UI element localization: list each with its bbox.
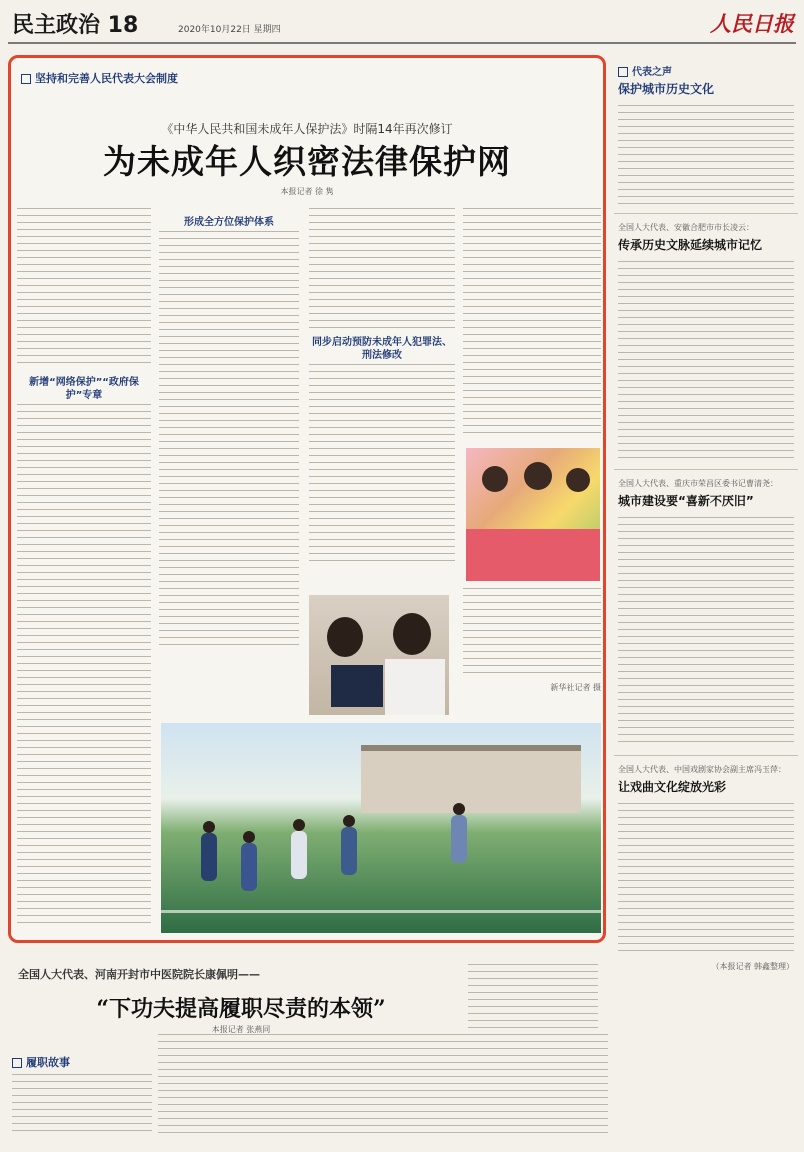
sidebar-title-1[interactable]: 保护城市历史文化 — [618, 82, 715, 96]
newspaper-logo: 人民日报 — [710, 11, 794, 36]
bottom-intro: 全国人大代表、河南开封市中医院院长康佩明—— — [18, 968, 260, 981]
section-marker-icon — [21, 74, 31, 84]
feature-byline: 本报记者 徐 隽 — [280, 187, 334, 196]
section-title: 民主政治 18 — [12, 13, 139, 38]
sidebar-title-3[interactable]: 城市建设要“喜新不厌旧” — [618, 494, 754, 508]
divider — [614, 755, 798, 756]
feature-column-third — [309, 208, 455, 564]
caption-credit: 新华社记者 摄 — [550, 683, 601, 692]
section-marker-icon — [12, 1058, 22, 1068]
masthead-rule — [8, 42, 796, 44]
section-marker-icon — [618, 67, 628, 77]
subhead-mid: 形成全方位保护体系 — [184, 217, 274, 228]
body-text — [463, 208, 601, 438]
body-text — [159, 231, 299, 651]
divider — [614, 469, 798, 470]
story-kicker-text: 履职故事 — [26, 1056, 70, 1069]
feature-article[interactable] — [8, 55, 606, 943]
issue-date: 2020年10月22日 星期四 — [178, 25, 281, 35]
sidebar-credit: （本报记者 韩鑫整理） — [711, 962, 794, 971]
sidebar-intro-3: 全国人大代表、重庆市荣昌区委书记曹清尧： — [618, 479, 778, 488]
feature-column-mid — [159, 208, 299, 651]
feature-column-left — [17, 208, 151, 924]
masthead — [0, 0, 804, 44]
subhead-right: 同步启动预防未成年人犯罪法、刑法修改 — [312, 337, 452, 361]
feature-subtitle: 《中华人民共和国未成年人保护法》时隔14年再次修订 — [161, 122, 453, 136]
schoolyard-play-photo — [161, 723, 601, 933]
caption-text — [463, 588, 601, 678]
subhead-left: 新增“网络保护”“政府保护”专章 — [29, 377, 139, 401]
body-text — [468, 964, 598, 1034]
body-text — [618, 105, 794, 205]
children-saluting-photo — [466, 448, 600, 581]
body-text — [309, 364, 455, 564]
body-text — [12, 1074, 152, 1134]
sidebar-title-2[interactable]: 传承历史文脉延续城市记忆 — [618, 238, 763, 252]
feature-headline: 为未成年人织密法律保护网 — [103, 142, 511, 181]
body-text — [618, 517, 794, 747]
divider — [614, 213, 798, 214]
sidebar-intro-4: 全国人大代表、中国戏剧家协会副主席冯玉萍： — [618, 765, 786, 774]
body-text — [309, 208, 455, 328]
body-text — [17, 404, 151, 924]
bottom-headline: “下功夫提高履职尽责的本领” — [96, 996, 386, 1022]
sidebar-kicker-text: 代表之声 — [632, 67, 672, 78]
bottom-article[interactable] — [8, 944, 600, 1144]
body-text — [618, 803, 794, 953]
body-text — [618, 261, 794, 461]
story-kicker — [12, 1054, 70, 1070]
caption-column — [463, 588, 601, 700]
body-text — [158, 1034, 608, 1134]
sidebar-kicker — [618, 63, 798, 78]
girls-reading-photo — [309, 595, 449, 715]
feature-kicker-text: 坚持和完善人民代表大会制度 — [35, 72, 178, 85]
right-sidebar — [614, 55, 798, 977]
sidebar-title-4[interactable]: 让戏曲文化绽放光彩 — [618, 780, 727, 794]
sidebar-intro-2: 全国人大代表、安徽合肥市市长凌云： — [618, 223, 754, 232]
feature-column-right — [463, 208, 601, 438]
feature-kicker — [21, 70, 178, 86]
body-text — [17, 208, 151, 368]
bottom-byline: 本报记者 张燕同 — [211, 1025, 271, 1034]
